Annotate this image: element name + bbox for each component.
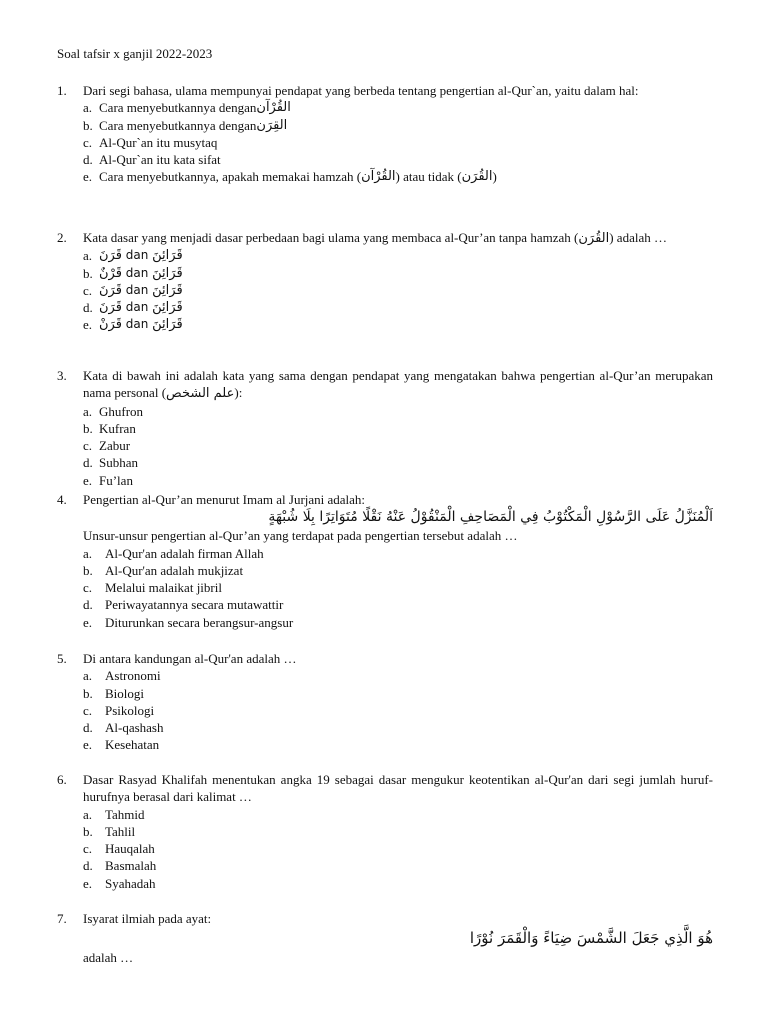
- option-letter: e.: [83, 875, 93, 891]
- arabic-term: قَرَنَ: [99, 300, 122, 316]
- option-e[interactable]: [83, 614, 713, 631]
- question-4: [57, 491, 713, 631]
- option-letter: d.: [83, 720, 93, 736]
- arabic-term: قَرَائِنَ: [152, 265, 183, 281]
- option-text: ) atau tidak (: [395, 169, 462, 185]
- question-text: Pengertian al-Qur’an menurut Imam al Jurjani adalah:: [83, 492, 366, 507]
- option-b[interactable]: [83, 117, 713, 134]
- option-a[interactable]: [83, 247, 713, 264]
- question-text: Isyarat ilmiah pada ayat:: [83, 911, 212, 926]
- option-e[interactable]: [83, 875, 713, 892]
- option-text: Psikologi: [105, 702, 155, 718]
- arabic-term: القُرْآن: [361, 169, 396, 185]
- arabic-term: قَرَنَ: [99, 248, 122, 264]
- option-b[interactable]: [83, 823, 713, 840]
- option-a[interactable]: [83, 403, 713, 420]
- option-text: Basmalah: [105, 858, 157, 874]
- question-text: [83, 367, 713, 403]
- option-b[interactable]: [83, 265, 713, 282]
- option-letter: d.: [83, 455, 93, 471]
- option-text: dan: [121, 265, 153, 280]
- arabic-term: قَرْنٌ: [99, 265, 122, 281]
- arabic-term: قَرَائِنَ: [152, 300, 183, 316]
- option-letter: a.: [83, 806, 93, 822]
- question-text-part: Kata dasar yang menjadi dasar perbedaan bagi ulama yang membaca al-Qur’an tanpa hamzah (: [83, 230, 579, 245]
- option-text: Syahadah: [105, 875, 156, 891]
- question-text: [83, 229, 713, 247]
- question-subtext: adalah …: [83, 950, 134, 966]
- question-1: [57, 82, 713, 186]
- option-a[interactable]: [83, 667, 713, 684]
- question-number: 5.: [57, 651, 67, 666]
- option-b[interactable]: [83, 562, 713, 579]
- question-number: 6.: [57, 772, 67, 787]
- arabic-term: قَرَائِنَ: [152, 317, 183, 333]
- option-letter: b.: [83, 265, 93, 281]
- option-c[interactable]: [83, 282, 713, 299]
- option-d[interactable]: [83, 719, 713, 736]
- option-a[interactable]: [83, 806, 713, 823]
- question-text-part: Kata di bawah ini adalah kata yang sama dengan pendapat yang mengatakan bahwa pengertian al-Qur’an merupakan nama personal (: [83, 368, 713, 401]
- option-c[interactable]: [83, 579, 713, 596]
- option-letter: c.: [83, 438, 93, 454]
- option-list: [57, 545, 713, 631]
- option-text: Kufran: [99, 420, 136, 436]
- option-list: [57, 247, 713, 333]
- option-list: [57, 403, 713, 489]
- option-text: Zabur: [99, 438, 131, 454]
- arabic-term: قَرَائِنَ: [152, 282, 183, 298]
- option-letter: a.: [83, 100, 93, 116]
- option-text: dan: [121, 300, 153, 315]
- option-text: Melalui malaikat jibril: [105, 580, 222, 596]
- option-d[interactable]: [83, 857, 713, 874]
- arabic-term: قَرَائِنَ: [152, 248, 183, 264]
- option-letter: d.: [83, 597, 93, 613]
- question-number: 2.: [57, 230, 67, 245]
- option-text: Kesehatan: [105, 737, 160, 753]
- option-text: Diturunkan secara berangsur-angsur: [105, 614, 294, 630]
- option-text: dan: [121, 282, 153, 297]
- option-letter: c.: [83, 134, 93, 150]
- option-text: Al-qashash: [105, 720, 164, 736]
- option-letter: e.: [83, 737, 93, 753]
- question-number: 3.: [57, 368, 67, 383]
- option-text: dan: [121, 248, 153, 263]
- option-letter: a.: [83, 403, 93, 419]
- option-d[interactable]: [83, 299, 713, 316]
- question-2: [57, 229, 713, 334]
- option-text: dan: [121, 317, 153, 332]
- option-letter: c.: [83, 841, 93, 857]
- option-text: Tahlil: [105, 823, 136, 839]
- option-letter: e.: [83, 614, 93, 630]
- option-text: Cara menyebutkannya, apakah memakai hamzah (: [99, 169, 362, 185]
- option-e[interactable]: [83, 316, 713, 333]
- option-c[interactable]: [83, 134, 713, 151]
- option-a[interactable]: [83, 545, 713, 562]
- option-letter: b.: [83, 420, 93, 436]
- option-list: [57, 806, 713, 892]
- option-d[interactable]: [83, 596, 713, 613]
- question-text: Dari segi bahasa, ulama mempunyai pendapat yang berbeda tentang pengertian al-Qur`an, yaitu dalam hal:: [83, 83, 639, 98]
- option-c[interactable]: [83, 840, 713, 857]
- option-e[interactable]: [83, 168, 713, 185]
- option-text: Biologi: [105, 685, 145, 701]
- option-letter: a.: [83, 545, 93, 561]
- option-letter: a.: [83, 668, 93, 684]
- option-text: Al-Qur'an adalah mukjizat: [105, 562, 244, 578]
- question-number: 7.: [57, 911, 67, 926]
- option-letter: d.: [83, 858, 93, 874]
- option-e[interactable]: [83, 472, 713, 489]
- arabic-term: علم الشخص: [166, 386, 235, 402]
- option-c[interactable]: [83, 437, 713, 454]
- option-letter: e.: [83, 317, 93, 333]
- option-list: [57, 99, 713, 185]
- option-letter: c.: [83, 580, 93, 596]
- option-text: Ghufron: [99, 403, 144, 419]
- option-d[interactable]: [83, 151, 713, 168]
- option-text: Periwayatannya secara mutawattir: [105, 597, 284, 613]
- arabic-term: قَرَنَ: [99, 282, 122, 298]
- question-subtext: Unsur-unsur pengertian al-Qur’an yang terdapat pada pengertian tersebut adalah …: [83, 528, 518, 544]
- option-letter: b.: [83, 562, 93, 578]
- option-text: Cara menyebutkannya dengan: [99, 117, 257, 133]
- arabic-verse: هُوَ الَّذِي جَعَلَ الشَّمْسَ ضِيَاءً وَالْقَمَرَ نُوْرًا: [469, 929, 713, 948]
- option-text: Cara menyebutkannya dengan: [99, 100, 257, 116]
- question-6: [57, 771, 713, 892]
- document-title: Soal tafsir x ganjil 2022-2023: [57, 46, 213, 61]
- question-3: [57, 367, 713, 489]
- arabic-term: قَرَنْ: [99, 317, 122, 333]
- option-text: Al-Qur`an itu kata sifat: [99, 152, 221, 168]
- option-text: Al-Qur`an itu musytaq: [99, 134, 218, 150]
- arabic-definition: اَلْمُنَزَّلُ عَلَى الرَّسُوْلِ الْمَكْتُوْبُ فِي الْمَصَاحِفِ الْمَنْقُوْلُ عَنْهُ نَقْلًا مُتَوَاتِرًا بِلَا شُبْهَةٍ: [268, 509, 713, 526]
- question-7: [57, 910, 713, 967]
- option-b[interactable]: [83, 685, 713, 702]
- option-text: Subhan: [99, 455, 138, 471]
- question-5: [57, 650, 713, 754]
- option-letter: e.: [83, 169, 93, 185]
- option-b[interactable]: [83, 420, 713, 437]
- option-letter: d.: [83, 152, 93, 168]
- option-text: Tahmid: [105, 806, 145, 822]
- arabic-term: القُرْآن: [256, 100, 291, 116]
- arabic-term: القِرَن: [256, 117, 288, 133]
- question-text-part: ):: [234, 385, 243, 401]
- option-text: Fu’lan: [99, 472, 133, 488]
- option-letter: d.: [83, 300, 93, 316]
- question-text: Di antara kandungan al-Qur'an adalah …: [83, 651, 297, 666]
- option-letter: b.: [83, 117, 93, 133]
- option-text: Astronomi: [105, 668, 161, 684]
- option-list: [57, 667, 713, 753]
- question-number: 1.: [57, 83, 67, 98]
- option-letter: a.: [83, 248, 93, 264]
- arabic-term: القُرَن: [578, 231, 610, 246]
- option-text: Hauqalah: [105, 841, 155, 857]
- option-text: ): [492, 169, 497, 185]
- arabic-term: القُرَن: [461, 169, 493, 185]
- option-letter: b.: [83, 823, 93, 839]
- option-e[interactable]: [83, 736, 713, 753]
- option-c[interactable]: [83, 702, 713, 719]
- option-d[interactable]: [83, 454, 713, 471]
- question-number: 4.: [57, 492, 67, 507]
- option-letter: c.: [83, 282, 93, 298]
- option-letter: b.: [83, 685, 93, 701]
- question-text: Dasar Rasyad Khalifah menentukan angka 19 sebagai dasar mengukur keotentikan al-Qur'an dari segi jumlah huruf-hurufnya berasal dari kalimat …: [83, 772, 713, 805]
- option-letter: c.: [83, 702, 93, 718]
- option-text: Al-Qur'an adalah firman Allah: [105, 545, 264, 561]
- question-text-part: ) adalah …: [609, 230, 667, 245]
- option-letter: e.: [83, 472, 93, 488]
- option-a[interactable]: [83, 99, 713, 116]
